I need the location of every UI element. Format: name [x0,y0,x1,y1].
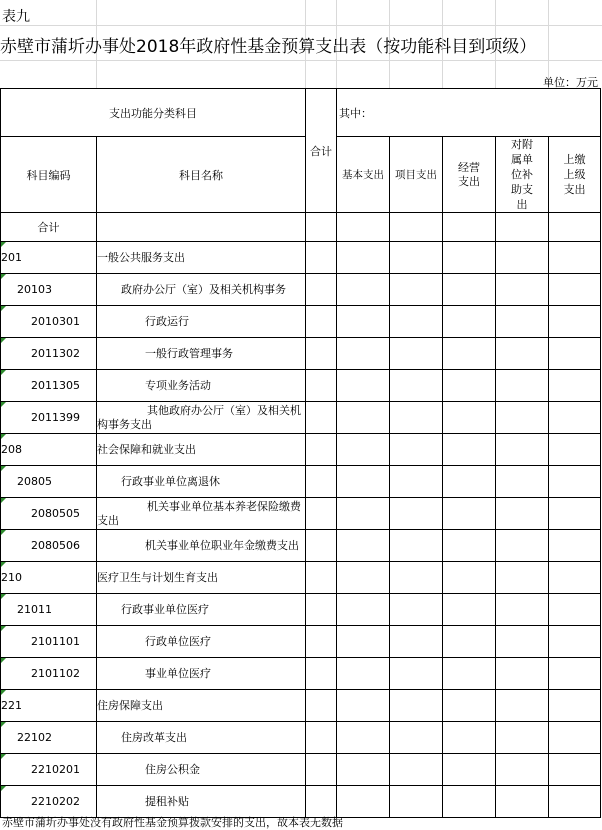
header-remit: 上缴上级支出 [549,137,601,213]
row-value-cell [443,338,496,370]
row-value-cell [337,402,390,434]
row-value-cell [496,722,549,754]
row-value-cell [337,370,390,402]
row-value-cell [496,306,549,338]
row-value-cell [443,242,496,274]
row-value-cell [549,562,601,594]
row-value-cell [496,466,549,498]
row-value-cell [443,466,496,498]
row-value-cell [337,466,390,498]
row-value-cell [496,754,549,786]
budget-table [0,88,601,818]
row-value-cell [443,594,496,626]
row-value-cell [390,402,443,434]
row-value-cell [496,690,549,722]
row-name: 机关事业单位职业年金缴费支出 [97,530,306,562]
row-code: 2011302 [1,338,97,370]
row-value-cell [390,562,443,594]
row-code: 20805 [1,466,97,498]
row-value-cell [390,498,443,530]
total-row [1,213,601,242]
row-value-cell [443,562,496,594]
row-value-cell [496,594,549,626]
row-value-cell [337,754,390,786]
row-name: 医疗卫生与计划生育支出 [97,562,306,594]
row-code: 2210202 [1,786,97,818]
row-code: 221 [1,690,97,722]
row-value-cell [306,626,337,658]
row-value-cell [496,338,549,370]
row-code: 22102 [1,722,97,754]
page-title: 赤壁市蒲圻办事处2018年政府性基金预算支出表（按功能科目到项级） [0,37,537,57]
table-row [1,594,601,626]
row-value-cell [443,434,496,466]
row-value-cell [390,626,443,658]
row-value-cell [443,658,496,690]
header-of-which: 其中： [337,89,601,137]
row-value-cell [443,370,496,402]
header-code: 科目编码 [1,137,97,213]
row-value-cell [306,274,337,306]
table-row [1,338,601,370]
row-value-cell [337,594,390,626]
row-name: 提租补贴 [97,786,306,818]
header-subsidy: 对附属单位补助支出 [496,137,549,213]
row-code: 201 [1,242,97,274]
row-value-cell [306,402,337,434]
row-value-cell [443,274,496,306]
row-value-cell [549,754,601,786]
header-category: 支出功能分类科目 [1,89,306,137]
unit-label: 单位：万元 [543,76,598,89]
row-value-cell [306,338,337,370]
row-value-cell [337,434,390,466]
row-value-cell [306,370,337,402]
table-row [1,786,601,818]
row-code: 21011 [1,594,97,626]
row-value-cell [549,466,601,498]
table-row [1,434,601,466]
row-name: 专项业务活动 [97,370,306,402]
table-row [1,498,601,530]
row-code: 2011399 [1,402,97,434]
table-row [1,306,601,338]
row-name: 行政运行 [97,306,306,338]
row-value-cell [390,242,443,274]
row-value-cell [390,370,443,402]
row-value-cell [337,274,390,306]
row-value-cell [549,338,601,370]
row-name: 机关事业单位基本养老保险缴费支出 [97,498,306,530]
row-value-cell [443,306,496,338]
row-value-cell [306,690,337,722]
row-value-cell [337,338,390,370]
row-value-cell [496,658,549,690]
row-code: 210 [1,562,97,594]
row-value-cell [496,530,549,562]
table-row [1,466,601,498]
table-row [1,754,601,786]
row-value-cell [306,306,337,338]
row-value-cell [337,786,390,818]
row-name: 一般行政管理事务 [97,338,306,370]
row-value-cell [549,786,601,818]
row-value-cell [443,690,496,722]
row-code: 2210201 [1,754,97,786]
row-code: 2101101 [1,626,97,658]
row-code: 20103 [1,274,97,306]
row-value-cell [306,242,337,274]
row-value-cell [549,370,601,402]
table-row [1,370,601,402]
row-code: 208 [1,434,97,466]
row-value-cell [549,690,601,722]
row-code: 2010301 [1,306,97,338]
row-value-cell [337,530,390,562]
row-value-cell [306,434,337,466]
table-row [1,690,601,722]
row-name: 一般公共服务支出 [97,242,306,274]
table-row [1,562,601,594]
row-value-cell [337,658,390,690]
footnote: 赤壁市蒲圻办事处没有政府性基金预算拨款安排的支出，故本表无数据 [2,816,343,829]
row-value-cell [496,242,549,274]
row-value-cell [390,274,443,306]
row-value-cell [337,626,390,658]
header-total: 合计 [306,89,337,213]
row-value-cell [337,562,390,594]
row-value-cell [549,722,601,754]
row-value-cell [549,242,601,274]
total-label: 合计 [1,213,97,242]
row-name: 其他政府办公厅（室）及相关机构事务支出 [97,402,306,434]
row-value-cell [549,498,601,530]
row-value-cell [496,402,549,434]
row-code: 2080506 [1,530,97,562]
row-value-cell [390,306,443,338]
row-code: 2080505 [1,498,97,530]
row-value-cell [306,722,337,754]
table-number: 表九 [2,9,30,25]
row-name: 行政事业单位离退休 [97,466,306,498]
row-value-cell [306,466,337,498]
row-value-cell [337,242,390,274]
row-value-cell [549,594,601,626]
row-value-cell [496,370,549,402]
row-value-cell [443,722,496,754]
row-value-cell [549,658,601,690]
row-value-cell [549,530,601,562]
row-value-cell [390,338,443,370]
table-row [1,530,601,562]
row-value-cell [390,690,443,722]
row-code: 2011305 [1,370,97,402]
row-value-cell [306,562,337,594]
row-value-cell [549,274,601,306]
row-value-cell [443,626,496,658]
row-value-cell [496,274,549,306]
row-value-cell [443,498,496,530]
row-code: 2101102 [1,658,97,690]
row-value-cell [496,434,549,466]
header-name: 科目名称 [97,137,306,213]
table-row [1,402,601,434]
row-name: 事业单位医疗 [97,658,306,690]
row-value-cell [337,722,390,754]
row-value-cell [390,722,443,754]
table-row [1,658,601,690]
row-value-cell [337,690,390,722]
row-name: 住房公积金 [97,754,306,786]
header-project: 项目支出 [390,137,443,213]
row-value-cell [306,658,337,690]
table-row [1,626,601,658]
row-value-cell [549,626,601,658]
row-value-cell [443,754,496,786]
row-value-cell [390,594,443,626]
row-value-cell [443,530,496,562]
row-value-cell [390,754,443,786]
row-name: 行政事业单位医疗 [97,594,306,626]
row-value-cell [496,786,549,818]
row-value-cell [496,498,549,530]
header-basic: 基本支出 [337,137,390,213]
row-name: 住房改革支出 [97,722,306,754]
header-operating: 经营支出 [443,137,496,213]
row-value-cell [390,786,443,818]
row-value-cell [337,306,390,338]
row-value-cell [390,658,443,690]
row-value-cell [496,626,549,658]
row-value-cell [549,434,601,466]
row-name: 政府办公厅（室）及相关机构事务 [97,274,306,306]
table-row [1,242,601,274]
row-value-cell [306,786,337,818]
row-value-cell [390,466,443,498]
row-name: 行政单位医疗 [97,626,306,658]
row-value-cell [306,754,337,786]
row-value-cell [306,530,337,562]
row-value-cell [496,562,549,594]
table-row [1,274,601,306]
row-value-cell [443,786,496,818]
row-value-cell [337,498,390,530]
row-name: 住房保障支出 [97,690,306,722]
row-value-cell [443,402,496,434]
row-value-cell [306,498,337,530]
row-value-cell [549,306,601,338]
table-row [1,722,601,754]
row-value-cell [549,402,601,434]
row-value-cell [390,434,443,466]
row-value-cell [306,594,337,626]
row-value-cell [390,530,443,562]
row-name: 社会保障和就业支出 [97,434,306,466]
